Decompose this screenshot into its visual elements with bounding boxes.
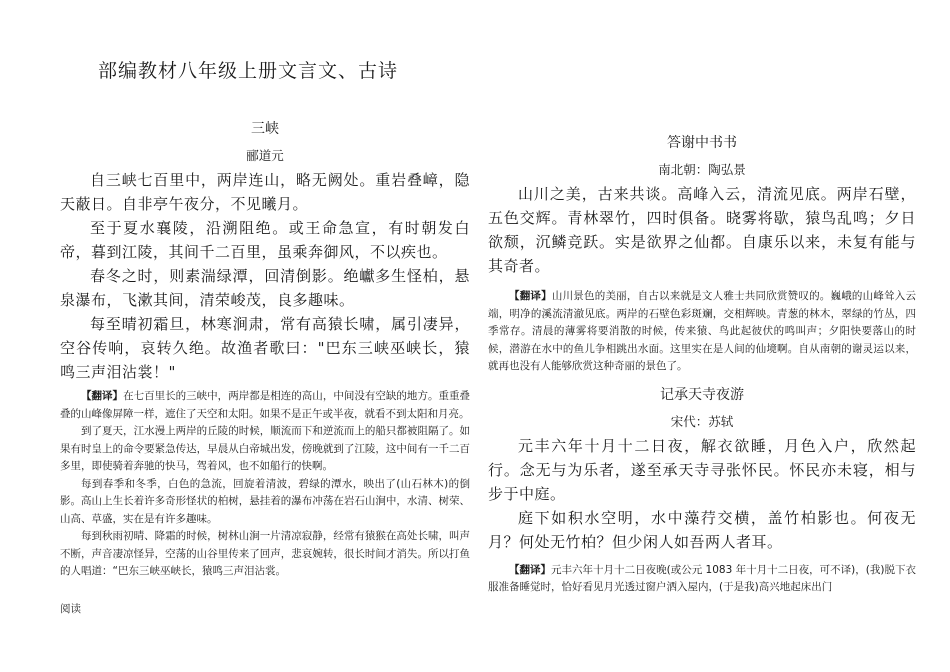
translation-text: 在七百里长的三峡中，两岸都是相连的高山，中间没有空缺的地方。重重叠叠的山峰像屏障一样，遮住了天空和太阳。如果不是正午或半夜，就看不到太阳和月亮。 — [60, 390, 471, 420]
translation-paragraph: 每到春季和冬季，白色的急流，回旋着清波，碧绿的潭水，映出了(山石林木)的倒影。高山上生长着许多奇形怪状的柏树，悬挂着的瀑布冲荡在岩石山涧中，水清、树荣、山高、草盛，实在是有许多趣味。 — [60, 477, 470, 525]
translation-text: 元丰六年十月十二日夜晚(或公元 1083 年十月十二日夜，可不译)，(我)脱下衣服准备睡觉时，恰好看见月光透过窗户洒入屋内，(于是我)高兴地起床出门 — [488, 563, 916, 593]
original-paragraph: 春冬之时，则素湍绿潭，回清倒影。绝巘多生怪柏，悬泉瀑布，飞漱其间，清荣峻茂，良多趣味。 — [60, 267, 470, 309]
original-paragraph: 至于夏水襄陵，沿溯阻绝。或王命急宣，有时朝发白帝，暮到江陵，其间千二百里，虽乘奔御风，不以疾也。 — [60, 219, 470, 261]
original-text-chengtiansi — [488, 434, 916, 554]
original-paragraph: 每至晴初霜旦，林寒涧肃，常有高猿长啸，属引凄异，空谷传响，哀转久绝。故渔者歌曰："巴东三峡巫峡长，猿鸣三声泪沾裳！" — [60, 315, 470, 381]
translation-paragraph: 到了夏天，江水漫上两岸的丘陵的时候，顺流而下和逆流而上的船只都被阻隔了。如果有时皇上的命令要紧急传达，早晨从白帝城出发，傍晚就到了江陵，这中间有一千二百多里，即使骑着奔驰的快马，驾着风，也不如船行的快啊。 — [60, 425, 470, 472]
piece-title-chengtiansi: 记承天寺夜游 — [660, 386, 744, 403]
left-column — [60, 118, 470, 581]
translation-daxie — [488, 288, 916, 376]
translation-tag: 【翻译】 — [509, 563, 552, 576]
translation-tag: 【翻译】 — [509, 290, 552, 302]
piece-author-daxie: 南北朝：陶弘景 — [658, 162, 746, 177]
translation-paragraph — [60, 388, 470, 423]
footer-note: 阅读 — [60, 603, 81, 615]
translation-paragraph: 每到秋雨初晴、降霜的时候，树林山涧一片清凉寂静，经常有猿猴在高处长啸，叫声不断，声音凄凉怪异，空荡的山谷里传来了回声，悲哀婉转，很长时间才消失。所以打鱼的人唱道：“巴东三峡巫峡长，猿鸣三声泪沾裳。 — [60, 530, 470, 577]
piece-author-sanxia: 郦道元 — [246, 148, 284, 163]
right-column — [488, 132, 916, 597]
translation-sanxia — [60, 388, 470, 581]
page-title: 部编教材八年级上册文言文、古诗 — [98, 60, 399, 82]
original-text-daxie — [488, 182, 916, 278]
translation-tag: 【翻译】 — [81, 390, 124, 402]
original-paragraph: 自三峡七百里中，两岸连山，略无阙处。重岩叠嶂，隐天蔽日。自非亭午夜分，不见曦月。 — [60, 171, 470, 213]
translation-chengtiansi — [488, 562, 916, 597]
original-paragraph: 庭下如积水空明，水中藻荇交横，盖竹柏影也。何夜无月？何处无竹柏？但少闲人如吾两人者耳。 — [488, 508, 916, 551]
piece-title-sanxia: 三峡 — [251, 121, 279, 137]
translation-paragraph — [488, 288, 916, 376]
original-paragraph: 山川之美，古来共谈。高峰入云，清流见底。两岸石壁，五色交辉。青林翠竹，四时俱备。晓雾将歇，猿鸟乱鸣；夕日欲颓，沉鳞竞跃。实是欲界之仙都。自康乐以来，未复有能与其奇者。 — [488, 185, 916, 275]
translation-paragraph — [488, 562, 916, 597]
translation-text: 山川景色的美丽，自古以来就是文人雅士共同欣赏赞叹的。巍峨的山峰耸入云端，明净的溪流清澈见底。两岸的石壁色彩斑斓，交相辉映。青葱的林木，翠绿的竹丛，四季常存。清晨的薄雾将要消散的时候，传来猿、鸟此起彼伏的鸣叫声；夕阳快要落山的时候，潜游在水中的鱼儿争相跳出水面。这里实在是人间的仙境啊。自从南朝的谢灵运以来，就再也没有人能够欣赏这种奇丽的景色了。 — [488, 290, 917, 372]
piece-title-daxie: 答谢中书书 — [667, 135, 737, 151]
original-paragraph: 元丰六年十月十二日夜，解衣欲睡，月色入户，欣然起行。念无与为乐者，遂至承天寺寻张怀民。怀民亦未寝，相与步于中庭。 — [488, 436, 916, 503]
original-text-sanxia — [60, 168, 470, 384]
piece-author-chengtiansi: 宋代：苏轼 — [670, 413, 734, 429]
